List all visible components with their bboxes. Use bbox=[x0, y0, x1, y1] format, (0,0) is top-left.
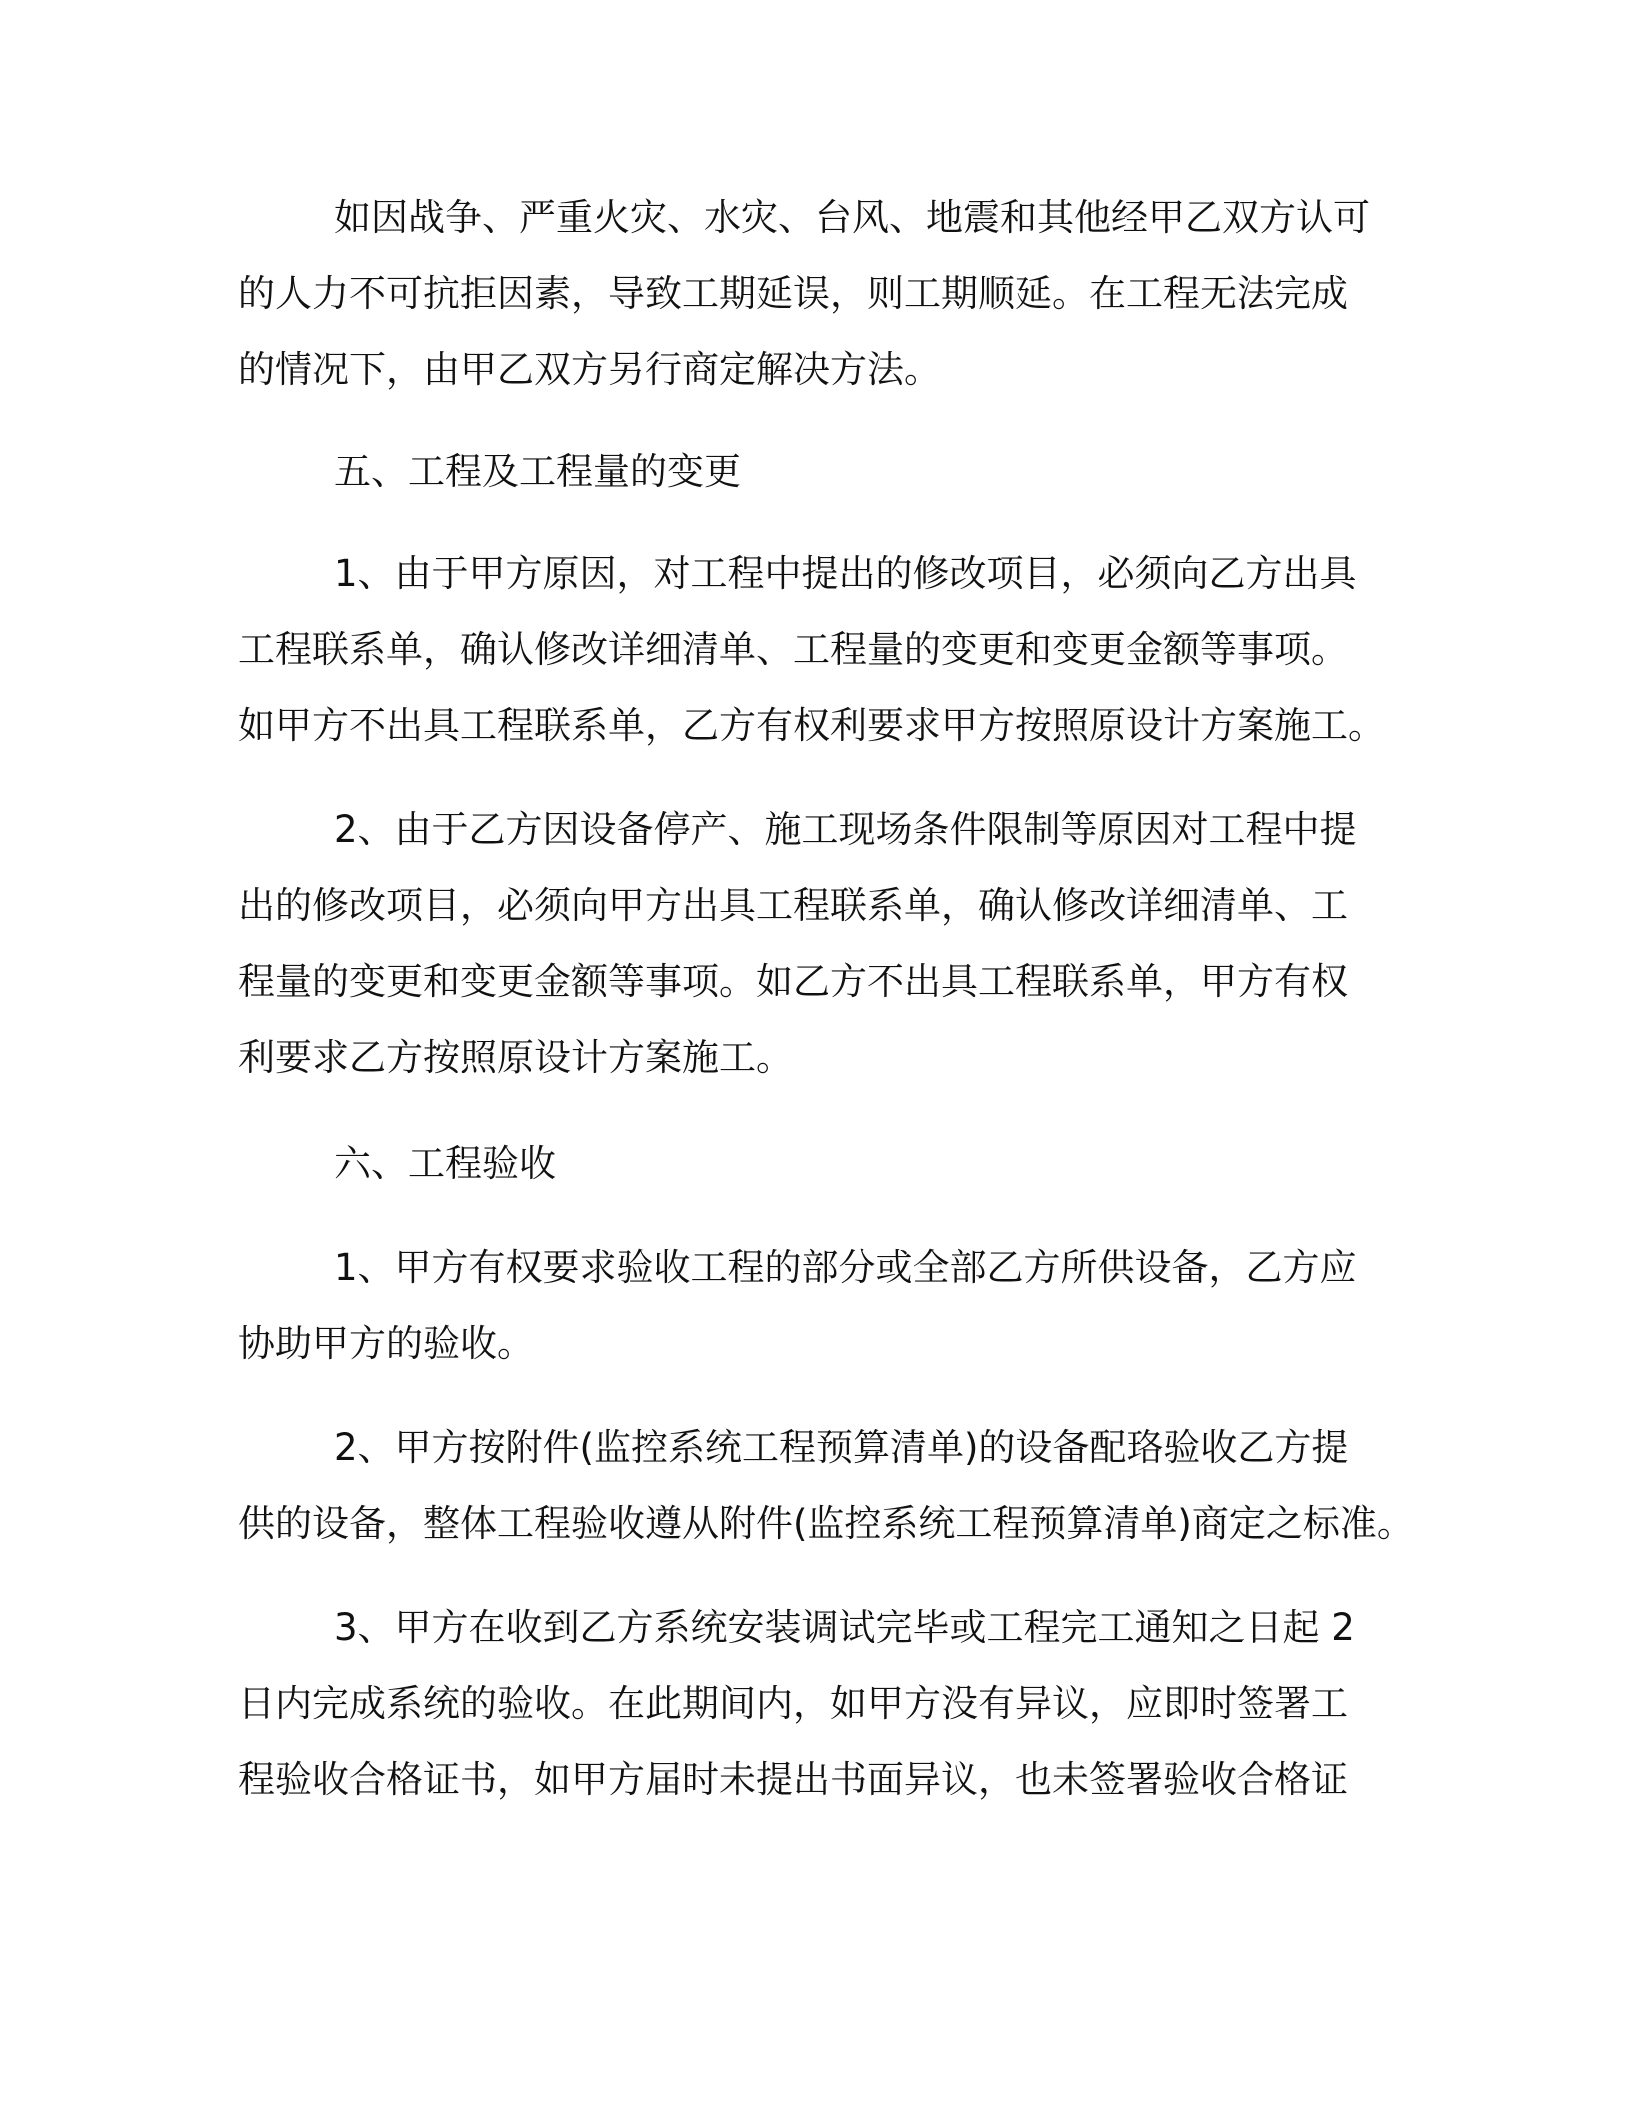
paragraph-line: 如因战争、严重火灾、水灾、台风、地震和其他经甲乙双方认可 bbox=[334, 196, 1370, 239]
paragraph-line: 利要求乙方按照原设计方案施工。 bbox=[238, 1036, 793, 1079]
paragraph-line: 程验收合格证书，如甲方届时未提出书面异议，也未签署验收合格证 bbox=[238, 1758, 1348, 1801]
paragraph-line: 3、甲方在收到乙方系统安装调试完毕或工程完工通知之日起 2 bbox=[334, 1606, 1355, 1649]
paragraph-line: 日内完成系统的验收。在此期间内，如甲方没有异议，应即时签署工 bbox=[238, 1682, 1348, 1725]
paragraph-line: 1、甲方有权要求验收工程的部分或全部乙方所供设备，乙方应 bbox=[334, 1246, 1357, 1289]
paragraph-line: 工程联系单，确认修改详细清单、工程量的变更和变更金额等事项。 bbox=[238, 628, 1348, 671]
paragraph-line: 如甲方不出具工程联系单，乙方有权利要求甲方按照原设计方案施工。 bbox=[238, 704, 1385, 747]
section-heading: 五、工程及工程量的变更 bbox=[334, 450, 741, 493]
paragraph-line: 的人力不可抗拒因素，导致工期延误，则工期顺延。在工程无法完成 bbox=[238, 272, 1348, 315]
paragraph-line: 供的设备，整体工程验收遵从附件(监控系统工程预算清单)商定之标准。 bbox=[238, 1502, 1414, 1545]
paragraph-line: 协助甲方的验收。 bbox=[238, 1322, 534, 1365]
paragraph-line: 出的修改项目，必须向甲方出具工程联系单，确认修改详细清单、工 bbox=[238, 884, 1348, 927]
paragraph-line: 的情况下，由甲乙双方另行商定解决方法。 bbox=[238, 348, 941, 391]
paragraph-line: 2、由于乙方因设备停产、施工现场条件限制等原因对工程中提 bbox=[334, 808, 1357, 851]
paragraph-line: 1、由于甲方原因，对工程中提出的修改项目，必须向乙方出具 bbox=[334, 552, 1357, 595]
paragraph-line: 2、甲方按附件(监控系统工程预算清单)的设备配珞验收乙方提 bbox=[334, 1426, 1349, 1469]
section-heading: 六、工程验收 bbox=[334, 1142, 556, 1185]
paragraph-line: 程量的变更和变更金额等事项。如乙方不出具工程联系单，甲方有权 bbox=[238, 960, 1348, 1003]
